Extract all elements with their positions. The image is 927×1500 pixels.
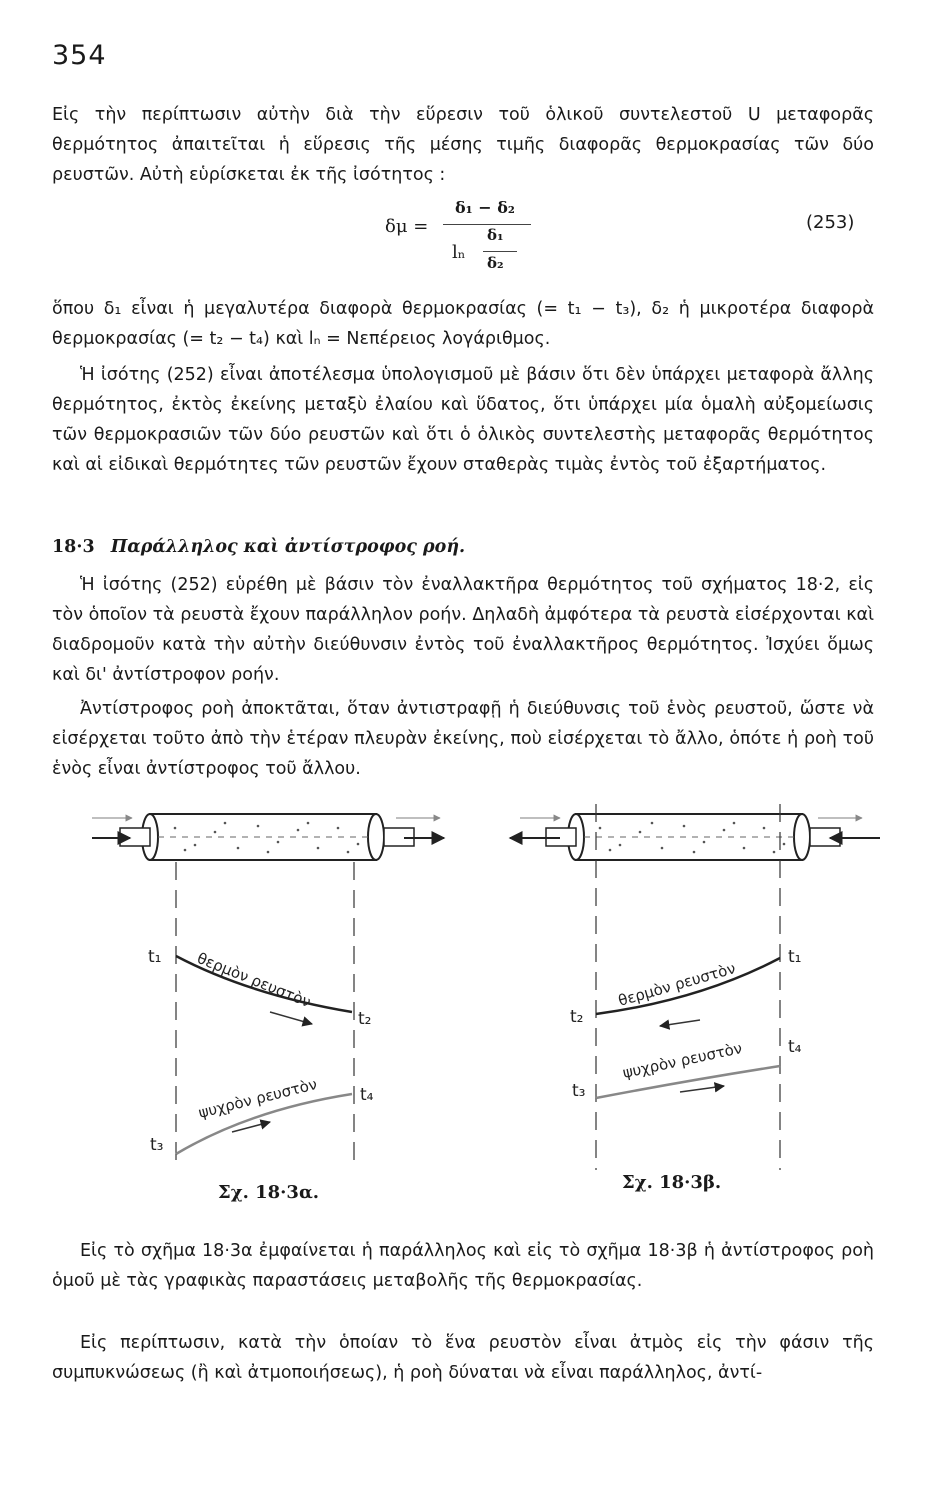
paragraph-5: Ἀντίστροφος ροὴ ἀποκτᾶται, ὅταν ἀντιστραφῇ ἡ διεύθυνσις τοῦ ἑνὸς ρευστοῦ, ὥστε νὰ εἰσέρχεται τοῦτο ἀπὸ τὴν ἑτέραν πλευρὰν ἐκείνης, ποὺ εἰσέρχεται τὸ ἄλλο, ὁπότε ἡ ροὴ τοῦ ἑνὸς εἶναι ἀντίστροφος τοῦ ἄλλου. xyxy=(52,699,874,779)
page-number: 354 xyxy=(52,40,107,71)
caption-fig-a: Σχ. 18·3α. xyxy=(218,1182,320,1203)
figure-b xyxy=(510,804,880,1170)
formula-253 xyxy=(375,196,555,284)
cold-fluid-label-b: ψυχρὸν ρευστὸν xyxy=(621,1039,744,1082)
figure-a xyxy=(92,814,444,1170)
figure-diagrams xyxy=(0,790,927,1230)
paragraph-6: Εἰς τὸ σχῆμα 18·3α ἐμφαίνεται ἡ παράλληλος καὶ εἰς τὸ σχῆμα 18·3β ἡ ἀντίστροφος ροὴ ὁμοῦ μὲ τὰς γραφικὰς παραστάσεις μεταβολῆς τῆς θερμοκρασίας. xyxy=(52,1241,874,1291)
t4-label-a: t₄ xyxy=(360,1085,374,1105)
section-heading xyxy=(52,537,465,557)
t3-label-b: t₃ xyxy=(572,1081,586,1101)
t3-label-a: t₃ xyxy=(150,1135,164,1155)
t1-label-a: t₁ xyxy=(148,947,162,967)
hot-fluid-label-a: θερμὸν ρευστὸν xyxy=(194,949,314,1012)
formula-inner-denominator: δ₂ xyxy=(487,254,504,272)
paragraph-1: Εἰς τὴν περίπτωσιν αὐτὴν διὰ τὴν εὕρεσιν τοῦ ὁλικοῦ συντελεστοῦ U μεταφορᾶς θερμότητος ἀπαιτεῖται ἡ εὕρεσις τῆς μέσης τιμῆς διαφορᾶς θερμοκρασίας τῶν δύο ρευστῶν. Αὐτὴ εὑρίσκεται ἐκ τῆς ἰσότητος : xyxy=(52,105,874,185)
t4-label-b: t₄ xyxy=(788,1037,802,1057)
inner-fraction-bar xyxy=(483,251,517,252)
cold-fluid-label-a: ψυχρὸν ρευστὸν xyxy=(196,1075,319,1122)
t1-label-b: t₁ xyxy=(788,947,802,967)
heat-exchanger-shell-b xyxy=(568,814,810,860)
formula-ln: lₙ xyxy=(452,242,466,263)
paragraph-2: ὅπου δ₁ εἶναι ἡ μεγαλυτέρα διαφορὰ θερμοκρασίας (= t₁ − t₃), δ₂ ἡ μικροτέρα διαφορὰ θερμοκρασίας (= t₂ − t₄) καὶ lₙ = Νεπέρειος λογάριθμος. xyxy=(52,299,874,349)
t2-label-a: t₂ xyxy=(358,1009,372,1029)
paragraph-7: Εἰς περίπτωσιν, κατὰ τὴν ὁποίαν τὸ ἕνα ρευστὸν εἶναι ἀτμὸς εἰς τὴν φάσιν τῆς συμπυκνώσεως (ἢ καὶ ἀτμοποιήσεως), ἡ ροὴ δύναται νὰ εἶναι παράλληλος, ἀντί- xyxy=(52,1333,874,1383)
hot-direction-arrow-b xyxy=(660,1020,700,1026)
hot-direction-arrow-a xyxy=(270,1012,312,1024)
formula-numerator: δ₁ − δ₂ xyxy=(455,198,515,217)
cold-direction-arrow-b xyxy=(680,1086,724,1092)
formula-inner-numerator: δ₁ xyxy=(487,226,504,244)
section-number: 18·3 xyxy=(52,537,95,557)
caption-fig-b: Σχ. 18·3β. xyxy=(622,1172,722,1193)
equation-number: (253) xyxy=(806,212,855,233)
paragraph-3: Ἡ ἰσότης (252) εἶναι ἀποτέλεσμα ὑπολογισμοῦ μὲ βάσιν ὅτι δὲν ὑπάρχει μεταφορὰ ἄλλης θερμότητος, ἐκτὸς ἐκείνης μεταξὺ ἐλαίου καὶ ὕδατος, ὅτι ὑπάρχει μία ὁμαλὴ αὐξομείωσις τῶν θερμοκρασιῶν τῶν δύο ρευστῶν καὶ ὅτι ὁ ὁλικὸς συντελεστὴς μεταφορᾶς θερμότητος καὶ αἱ εἰδικαὶ θερμότητες τῶν ρευστῶν ἔχουν σταθερὰς τιμὰς ἐντὸς τοῦ ἐξαρτήματος. xyxy=(52,365,874,475)
fraction-bar xyxy=(443,224,531,225)
formula-lhs: δμ = xyxy=(385,216,429,237)
section-title: Παράλληλος καὶ ἀντίστροφος ροή. xyxy=(110,537,466,557)
hot-fluid-label-b: θερμὸν ρευστὸν xyxy=(616,959,738,1010)
heat-exchanger-shell-a xyxy=(142,814,384,860)
t2-label-b: t₂ xyxy=(570,1007,584,1027)
paragraph-4: Ἡ ἰσότης (252) εὑρέθη μὲ βάσιν τὸν ἐναλλακτῆρα θερμότητος τοῦ σχήματος 18·2, εἰς τὸν ὁποῖον τὰ ρευστὰ ἔχουν παράλληλον ροήν. Δηλαδὴ ἀμφότερα τὰ ρευστὰ εἰσέρχονται καὶ διαδρομοῦν κατὰ τὴν αὐτὴν διεύθυνσιν ἐντὸς τοῦ ἐναλλακτῆρος θερμότητος. Ἰσχύει ὅμως καὶ δι' ἀντίστροφον ροήν. xyxy=(52,575,874,685)
